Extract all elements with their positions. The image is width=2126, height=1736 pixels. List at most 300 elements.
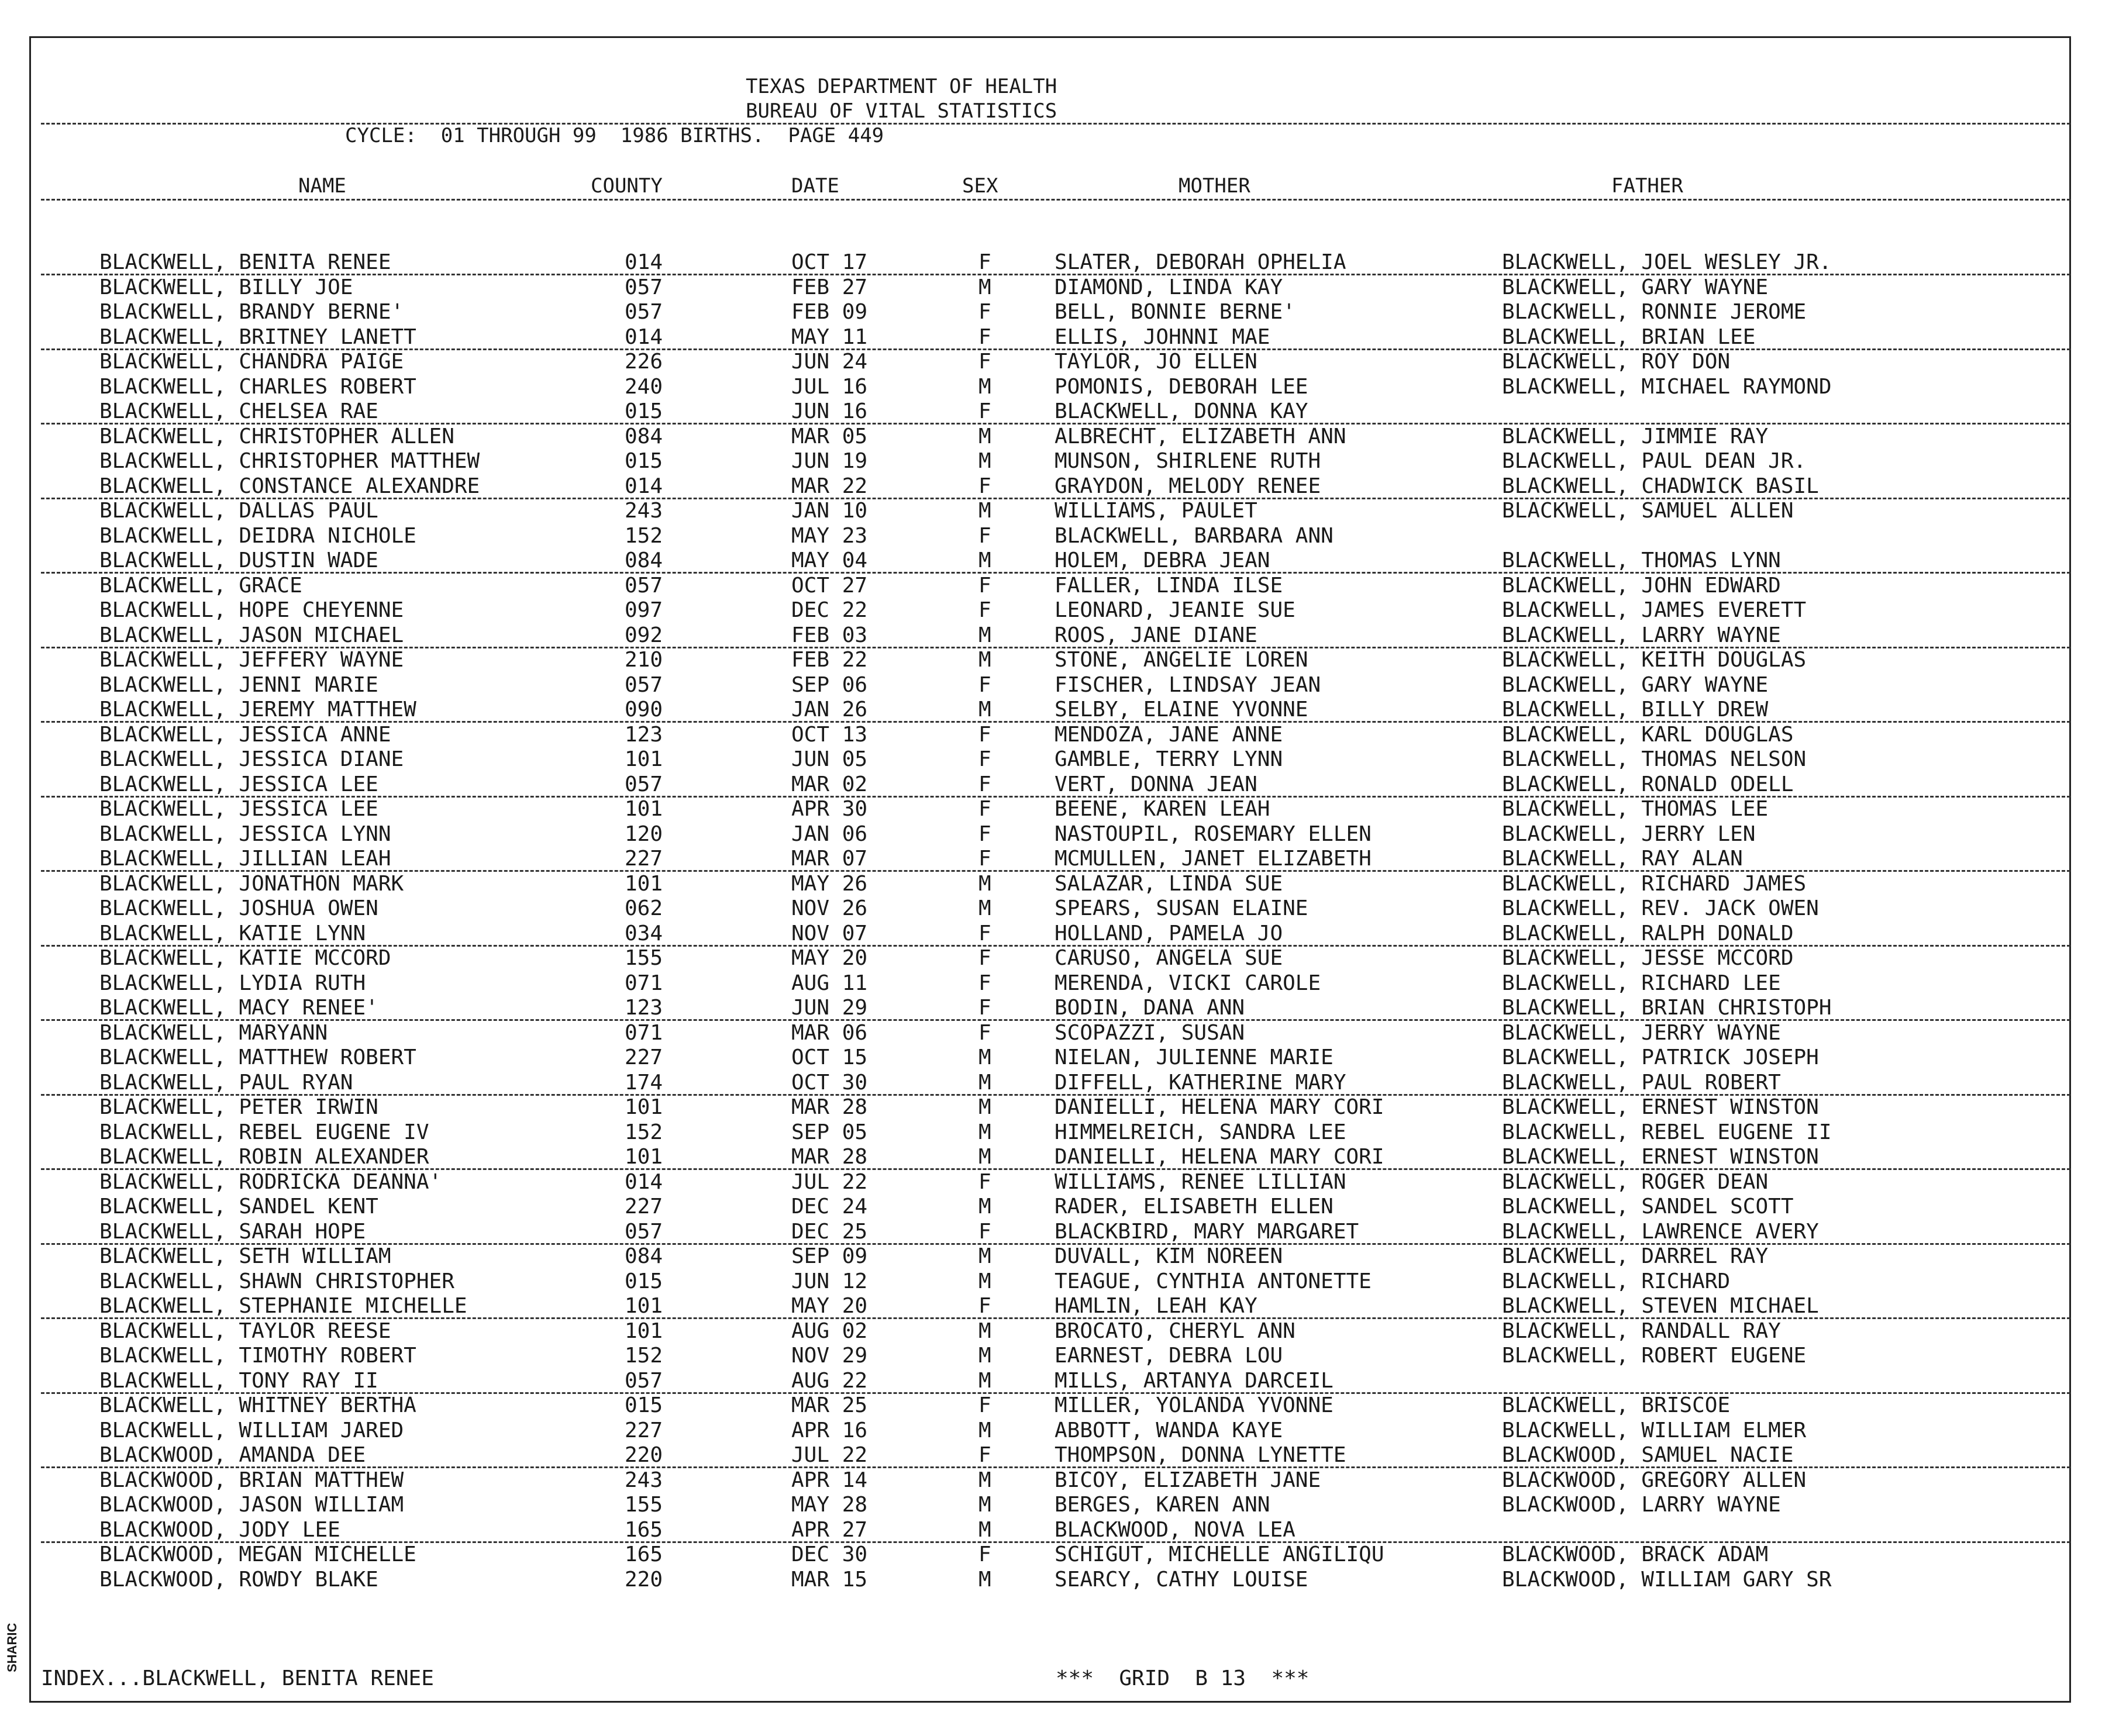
- cell-county: 015: [625, 399, 663, 423]
- cell-name: BLACKWOOD, MEGAN MICHELLE: [99, 1542, 416, 1566]
- cell-father: BLACKWOOD, LARRY WAYNE: [1502, 1493, 1781, 1517]
- cell-father: BLACKWELL, LAWRENCE AVERY: [1502, 1219, 1819, 1244]
- cell-name: BLACKWELL, BILLY JOE: [99, 275, 353, 299]
- cell-date: NOV 29: [791, 1344, 868, 1368]
- cell-father: BLACKWELL, RALPH DONALD: [1502, 921, 1794, 945]
- cell-name: BLACKWELL, WILLIAM JARED: [99, 1418, 404, 1442]
- cell-sex: M: [978, 1120, 991, 1144]
- cell-sex: M: [978, 424, 991, 448]
- cell-father: BLACKWELL, SANDEL SCOTT: [1502, 1195, 1794, 1219]
- cell-date: MAY 20: [791, 946, 868, 970]
- table-row: [0, 648, 2126, 672]
- cell-name: BLACKWELL, JESSICA DIANE: [99, 747, 404, 771]
- cell-mother: HOLLAND, PAMELA JO: [1055, 921, 1283, 945]
- cell-father: BLACKWELL, JOEL WESLEY JR.: [1502, 250, 1832, 274]
- cell-father: BLACKWELL, ERNEST WINSTON: [1502, 1095, 1819, 1119]
- cell-date: APR 30: [791, 797, 868, 821]
- cell-mother: DANIELLI, HELENA MARY CORI: [1055, 1095, 1384, 1119]
- cell-mother: MILLER, YOLANDA YVONNE: [1055, 1393, 1334, 1417]
- cell-mother: EARNEST, DEBRA LOU: [1055, 1344, 1283, 1368]
- cell-mother: BLACKWELL, DONNA KAY: [1055, 399, 1308, 423]
- cell-name: BLACKWELL, SANDEL KENT: [99, 1195, 378, 1219]
- cell-father: BLACKWOOD, GREGORY ALLEN: [1502, 1468, 1807, 1492]
- cell-sex: F: [978, 822, 991, 846]
- cell-name: BLACKWELL, CHANDRA PAIGE: [99, 350, 404, 374]
- cell-name: BLACKWELL, GRACE: [99, 573, 302, 598]
- cell-sex: F: [978, 847, 991, 871]
- cell-county: 090: [625, 698, 663, 722]
- cell-date: DEC 24: [791, 1195, 868, 1219]
- cell-mother: ALBRECHT, ELIZABETH ANN: [1055, 424, 1346, 448]
- cell-sex: F: [978, 921, 991, 945]
- table-row: [0, 623, 2126, 648]
- table-row: [0, 1145, 2126, 1169]
- cell-date: FEB 22: [791, 648, 868, 672]
- cell-father: BLACKWELL, LARRY WAYNE: [1502, 623, 1781, 647]
- cell-sex: F: [978, 1443, 991, 1467]
- cell-sex: F: [978, 1169, 991, 1194]
- cell-father: BLACKWELL, JERRY WAYNE: [1502, 1020, 1781, 1045]
- cell-date: MAR 15: [791, 1567, 868, 1592]
- cell-county: 034: [625, 921, 663, 945]
- table-row: [0, 424, 2126, 449]
- cell-date: FEB 27: [791, 275, 868, 299]
- cell-father: BLACKWELL, JIMMIE RAY: [1502, 424, 1769, 448]
- cell-name: BLACKWELL, KATIE MCCORD: [99, 946, 391, 970]
- cell-name: BLACKWOOD, JASON WILLIAM: [99, 1493, 404, 1517]
- cell-county: 057: [625, 1368, 663, 1393]
- table-row: [0, 1443, 2126, 1468]
- cell-county: 240: [625, 374, 663, 399]
- cell-county: 057: [625, 1219, 663, 1244]
- cell-sex: M: [978, 1244, 991, 1268]
- cell-county: 165: [625, 1517, 663, 1542]
- cell-mother: BODIN, DANA ANN: [1055, 996, 1245, 1020]
- cell-father: BLACKWELL, BILLY DREW: [1502, 698, 1769, 722]
- cell-county: 174: [625, 1070, 663, 1095]
- table-row: [0, 747, 2126, 772]
- cell-father: BLACKWELL, ERNEST WINSTON: [1502, 1145, 1819, 1169]
- column-header-county: COUNTY: [591, 174, 663, 198]
- cell-date: AUG 02: [791, 1319, 868, 1343]
- table-row: [0, 574, 2126, 598]
- cell-sex: M: [978, 1145, 991, 1169]
- cell-father: BLACKWELL, RICHARD LEE: [1502, 971, 1781, 995]
- side-label: SHARIC: [5, 1623, 19, 1672]
- cell-mother: BERGES, KAREN ANN: [1055, 1493, 1270, 1517]
- cell-father: BLACKWELL, THOMAS LEE: [1502, 797, 1769, 821]
- cell-name: BLACKWELL, REBEL EUGENE IV: [99, 1120, 429, 1144]
- cell-mother: TEAGUE, CYNTHIA ANTONETTE: [1055, 1269, 1372, 1293]
- cell-county: 101: [625, 1095, 663, 1119]
- cell-date: SEP 06: [791, 672, 868, 697]
- cell-father: BLACKWELL, JERRY LEN: [1502, 822, 1756, 846]
- cell-sex: F: [978, 300, 991, 324]
- cell-date: MAR 07: [791, 847, 868, 871]
- table-row: [0, 250, 2126, 275]
- cell-name: BLACKWELL, MARYANN: [99, 1020, 328, 1045]
- cell-father: BLACKWELL, KARL DOUGLAS: [1502, 722, 1794, 747]
- cell-father: BLACKWELL, BRIAN CHRISTOPH: [1502, 996, 1832, 1020]
- cell-sex: F: [978, 250, 991, 274]
- table-row: [0, 1244, 2126, 1269]
- cell-name: BLACKWELL, SHAWN CHRISTOPHER: [99, 1269, 454, 1293]
- cell-date: MAR 28: [791, 1145, 868, 1169]
- cell-mother: THOMPSON, DONNA LYNETTE: [1055, 1443, 1346, 1467]
- cell-name: BLACKWELL, CHRISTOPHER MATTHEW: [99, 449, 480, 473]
- cell-date: SEP 05: [791, 1120, 868, 1144]
- cell-mother: BICOY, ELIZABETH JANE: [1055, 1468, 1321, 1492]
- cell-county: 015: [625, 1393, 663, 1417]
- table-row: [0, 275, 2126, 300]
- cell-sex: F: [978, 523, 991, 548]
- cell-county: 227: [625, 847, 663, 871]
- cell-sex: F: [978, 946, 991, 970]
- cell-date: MAR 05: [791, 424, 868, 448]
- cell-date: JUN 12: [791, 1269, 868, 1293]
- header-subtitle: BUREAU OF VITAL STATISTICS: [746, 99, 1057, 123]
- table-row: [0, 399, 2126, 424]
- table-row: [0, 598, 2126, 623]
- cell-name: BLACKWELL, BRITNEY LANETT: [99, 325, 416, 349]
- cell-date: MAR 25: [791, 1393, 868, 1417]
- table-row: [0, 723, 2126, 747]
- cell-county: 014: [625, 474, 663, 498]
- cell-county: 210: [625, 648, 663, 672]
- cell-date: OCT 13: [791, 722, 868, 747]
- table-row: [0, 1568, 2126, 1592]
- table-row: [0, 872, 2126, 896]
- cell-father: BLACKWELL, RANDALL RAY: [1502, 1319, 1781, 1343]
- cell-sex: F: [978, 1393, 991, 1417]
- cell-county: 015: [625, 1269, 663, 1293]
- cell-date: JUN 24: [791, 350, 868, 374]
- cell-father: BLACKWELL, RAY ALAN: [1502, 847, 1743, 871]
- cell-mother: ROOS, JANE DIANE: [1055, 623, 1257, 647]
- cell-sex: F: [978, 1542, 991, 1566]
- table-row: [0, 524, 2126, 548]
- cell-mother: DIFFELL, KATHERINE MARY: [1055, 1070, 1346, 1095]
- table-row: [0, 1419, 2126, 1443]
- cell-mother: WILLIAMS, PAULET: [1055, 499, 1257, 523]
- cell-mother: BELL, BONNIE BERNE': [1055, 300, 1295, 324]
- cell-mother: MERENDA, VICKI CAROLE: [1055, 971, 1321, 995]
- cell-mother: SEARCY, CATHY LOUISE: [1055, 1567, 1308, 1592]
- cell-sex: F: [978, 350, 991, 374]
- cell-sex: F: [978, 747, 991, 771]
- cell-county: 152: [625, 523, 663, 548]
- cell-sex: M: [978, 1195, 991, 1219]
- table-row: [0, 797, 2126, 822]
- cell-father: BLACKWOOD, WILLIAM GARY SR: [1502, 1567, 1832, 1592]
- cell-sex: M: [978, 499, 991, 523]
- cell-name: BLACKWELL, STEPHANIE MICHELLE: [99, 1294, 467, 1318]
- cell-mother: NIELAN, JULIENNE MARIE: [1055, 1045, 1334, 1069]
- cell-sex: F: [978, 325, 991, 349]
- table-row: [0, 996, 2126, 1020]
- cell-mother: NASTOUPIL, ROSEMARY ELLEN: [1055, 822, 1372, 846]
- cell-name: BLACKWELL, ROBIN ALEXANDER: [99, 1145, 429, 1169]
- cell-name: BLACKWELL, PAUL RYAN: [99, 1070, 353, 1095]
- cell-county: 120: [625, 822, 663, 846]
- cell-sex: F: [978, 573, 991, 598]
- cell-name: BLACKWELL, JEREMY MATTHEW: [99, 698, 416, 722]
- cell-date: NOV 26: [791, 896, 868, 920]
- cell-name: BLACKWELL, JESSICA LEE: [99, 772, 378, 796]
- table-row: [0, 922, 2126, 946]
- cell-name: BLACKWELL, JESSICA LYNN: [99, 822, 391, 846]
- cell-date: MAY 11: [791, 325, 868, 349]
- cell-mother: GAMBLE, TERRY LYNN: [1055, 747, 1283, 771]
- cell-sex: M: [978, 871, 991, 896]
- cell-sex: F: [978, 1219, 991, 1244]
- cell-mother: BROCATO, CHERYL ANN: [1055, 1319, 1295, 1343]
- cell-mother: MUNSON, SHIRLENE RUTH: [1055, 449, 1321, 473]
- cell-name: BLACKWELL, MACY RENEE': [99, 996, 378, 1020]
- cell-father: BLACKWOOD, BRACK ADAM: [1502, 1542, 1769, 1566]
- cell-name: BLACKWELL, SETH WILLIAM: [99, 1244, 391, 1268]
- cell-sex: M: [978, 648, 991, 672]
- cell-date: MAY 26: [791, 871, 868, 896]
- cell-mother: GRAYDON, MELODY RENEE: [1055, 474, 1321, 498]
- table-row: [0, 1518, 2126, 1542]
- index-footer: INDEX...BLACKWELL, BENITA RENEE: [41, 1666, 434, 1690]
- cell-date: AUG 11: [791, 971, 868, 995]
- cell-county: 014: [625, 250, 663, 274]
- cell-sex: M: [978, 623, 991, 647]
- cell-sex: M: [978, 698, 991, 722]
- table-row: [0, 1021, 2126, 1045]
- table-row: [0, 350, 2126, 374]
- cell-father: BLACKWELL, JESSE MCCORD: [1502, 946, 1794, 970]
- cell-county: 226: [625, 350, 663, 374]
- cell-name: BLACKWELL, LYDIA RUTH: [99, 971, 366, 995]
- column-header-name: NAME: [298, 174, 346, 198]
- cell-mother: FISCHER, LINDSAY JEAN: [1055, 672, 1321, 697]
- table-row: [0, 1393, 2126, 1418]
- table-row: [0, 1269, 2126, 1294]
- table-row: [0, 1319, 2126, 1344]
- cell-county: 071: [625, 971, 663, 995]
- cell-county: 155: [625, 1493, 663, 1517]
- cell-county: 092: [625, 623, 663, 647]
- cell-name: BLACKWELL, BRANDY BERNE': [99, 300, 404, 324]
- cell-county: 071: [625, 1020, 663, 1045]
- table-row: [0, 1071, 2126, 1095]
- cell-date: FEB 03: [791, 623, 868, 647]
- cell-father: BLACKWELL, STEVEN MICHAEL: [1502, 1294, 1819, 1318]
- cell-date: OCT 27: [791, 573, 868, 598]
- cell-mother: ELLIS, JOHNNI MAE: [1055, 325, 1270, 349]
- cell-date: JAN 26: [791, 698, 868, 722]
- table-row: [0, 1045, 2126, 1070]
- cell-name: BLACKWELL, DUSTIN WADE: [99, 548, 378, 572]
- cell-date: DEC 22: [791, 598, 868, 622]
- cell-county: 057: [625, 275, 663, 299]
- cell-mother: DANIELLI, HELENA MARY CORI: [1055, 1145, 1384, 1169]
- cell-name: BLACKWOOD, AMANDA DEE: [99, 1443, 366, 1467]
- cell-mother: BEENE, KAREN LEAH: [1055, 797, 1270, 821]
- cell-name: BLACKWELL, SARAH HOPE: [99, 1219, 366, 1244]
- cell-county: 057: [625, 573, 663, 598]
- table-row: [0, 300, 2126, 325]
- cell-name: BLACKWELL, KATIE LYNN: [99, 921, 366, 945]
- cell-date: JAN 10: [791, 499, 868, 523]
- table-row: [0, 474, 2126, 499]
- cell-mother: POMONIS, DEBORAH LEE: [1055, 374, 1308, 399]
- cell-father: BLACKWELL, WILLIAM ELMER: [1502, 1418, 1807, 1442]
- grid-footer: *** GRID B 13 ***: [1056, 1666, 1310, 1690]
- cell-county: 057: [625, 672, 663, 697]
- cell-date: APR 16: [791, 1418, 868, 1442]
- table-row: [0, 548, 2126, 573]
- cell-date: MAR 02: [791, 772, 868, 796]
- cell-county: 243: [625, 499, 663, 523]
- cell-date: JUN 29: [791, 996, 868, 1020]
- cell-date: OCT 15: [791, 1045, 868, 1069]
- cell-date: DEC 30: [791, 1542, 868, 1566]
- cell-sex: F: [978, 797, 991, 821]
- cell-father: BLACKWELL, THOMAS LYNN: [1502, 548, 1781, 572]
- table-row: [0, 325, 2126, 350]
- cell-father: BLACKWELL, KEITH DOUGLAS: [1502, 648, 1807, 672]
- table-row: [0, 1095, 2126, 1120]
- cell-mother: VERT, DONNA JEAN: [1055, 772, 1257, 796]
- cell-name: BLACKWELL, BENITA RENEE: [99, 250, 391, 274]
- cell-sex: M: [978, 1344, 991, 1368]
- cell-mother: SELBY, ELAINE YVONNE: [1055, 698, 1308, 722]
- cell-name: BLACKWELL, RODRICKA DEANNA': [99, 1169, 442, 1194]
- cell-county: 152: [625, 1120, 663, 1144]
- cell-date: JAN 06: [791, 822, 868, 846]
- table-row: [0, 896, 2126, 921]
- cell-mother: WILLIAMS, RENEE LILLIAN: [1055, 1169, 1346, 1194]
- cell-mother: SCHIGUT, MICHELLE ANGILIQU: [1055, 1542, 1384, 1566]
- cell-county: 227: [625, 1418, 663, 1442]
- cell-sex: F: [978, 996, 991, 1020]
- table-row: [0, 1493, 2126, 1517]
- cell-name: BLACKWELL, CHELSEA RAE: [99, 399, 378, 423]
- cell-name: BLACKWELL, JESSICA ANNE: [99, 722, 391, 747]
- cell-county: 057: [625, 300, 663, 324]
- cell-county: 227: [625, 1045, 663, 1069]
- cell-county: 227: [625, 1195, 663, 1219]
- cycle-line: CYCLE: 01 THROUGH 99 1986 BIRTHS. PAGE 449: [345, 124, 884, 147]
- cell-date: FEB 09: [791, 300, 868, 324]
- cell-name: BLACKWOOD, ROWDY BLAKE: [99, 1567, 378, 1592]
- cell-father: BLACKWELL, MICHAEL RAYMOND: [1502, 374, 1832, 399]
- cell-mother: HAMLIN, LEAH KAY: [1055, 1294, 1257, 1318]
- cell-county: 097: [625, 598, 663, 622]
- cell-father: BLACKWELL, ROY DON: [1502, 350, 1731, 374]
- cell-date: JUN 16: [791, 399, 868, 423]
- cell-name: BLACKWELL, CONSTANCE ALEXANDRE: [99, 474, 480, 498]
- cell-father: BLACKWELL, CHADWICK BASIL: [1502, 474, 1819, 498]
- cell-sex: M: [978, 1468, 991, 1492]
- cell-mother: MILLS, ARTANYA DARCEIL: [1055, 1368, 1334, 1393]
- table-row: [0, 1120, 2126, 1145]
- cell-father: BLACKWELL, RICHARD: [1502, 1269, 1731, 1293]
- cell-date: MAY 04: [791, 548, 868, 572]
- cell-name: BLACKWELL, PETER IRWIN: [99, 1095, 378, 1119]
- cell-sex: M: [978, 896, 991, 920]
- cell-sex: M: [978, 449, 991, 473]
- table-row: [0, 449, 2126, 474]
- cell-mother: STONE, ANGELIE LOREN: [1055, 648, 1308, 672]
- cell-name: BLACKWELL, CHRISTOPHER ALLEN: [99, 424, 454, 448]
- cell-county: 101: [625, 1319, 663, 1343]
- cell-sex: F: [978, 1020, 991, 1045]
- cell-mother: SALAZAR, LINDA SUE: [1055, 871, 1283, 896]
- table-row: [0, 1294, 2126, 1319]
- cell-sex: M: [978, 1045, 991, 1069]
- cell-date: MAR 28: [791, 1095, 868, 1119]
- cell-name: BLACKWELL, JENNI MARIE: [99, 672, 378, 697]
- cell-mother: BLACKWELL, BARBARA ANN: [1055, 523, 1334, 548]
- cell-mother: HOLEM, DEBRA JEAN: [1055, 548, 1270, 572]
- cell-county: 057: [625, 772, 663, 796]
- cell-name: BLACKWELL, WHITNEY BERTHA: [99, 1393, 416, 1417]
- cell-date: AUG 22: [791, 1368, 868, 1393]
- cell-county: 243: [625, 1468, 663, 1492]
- cell-date: OCT 30: [791, 1070, 868, 1095]
- cell-mother: FALLER, LINDA ILSE: [1055, 573, 1283, 598]
- cell-sex: M: [978, 1567, 991, 1592]
- cell-sex: M: [978, 1095, 991, 1119]
- cell-county: 220: [625, 1567, 663, 1592]
- table-row: [0, 1170, 2126, 1195]
- table-row: [0, 1542, 2126, 1567]
- cell-father: BLACKWELL, DARREL RAY: [1502, 1244, 1769, 1268]
- cell-sex: F: [978, 1294, 991, 1318]
- cell-father: BLACKWELL, GARY WAYNE: [1502, 672, 1769, 697]
- cell-father: BLACKWELL, PAUL DEAN JR.: [1502, 449, 1807, 473]
- cell-name: BLACKWELL, TONY RAY II: [99, 1368, 378, 1393]
- cell-name: BLACKWELL, DALLAS PAUL: [99, 499, 378, 523]
- cell-sex: F: [978, 971, 991, 995]
- cell-mother: RADER, ELISABETH ELLEN: [1055, 1195, 1334, 1219]
- cell-mother: DIAMOND, LINDA KAY: [1055, 275, 1283, 299]
- cell-sex: M: [978, 1493, 991, 1517]
- cell-date: SEP 09: [791, 1244, 868, 1268]
- cell-county: 084: [625, 424, 663, 448]
- cell-date: JUL 16: [791, 374, 868, 399]
- cell-name: BLACKWELL, JEFFERY WAYNE: [99, 648, 404, 672]
- cell-county: 101: [625, 797, 663, 821]
- cell-date: OCT 17: [791, 250, 868, 274]
- cell-mother: MCMULLEN, JANET ELIZABETH: [1055, 847, 1372, 871]
- cell-date: MAR 06: [791, 1020, 868, 1045]
- cell-sex: M: [978, 1368, 991, 1393]
- cell-date: JUL 22: [791, 1169, 868, 1194]
- cell-date: JUN 19: [791, 449, 868, 473]
- column-header-sex: SEX: [962, 174, 998, 198]
- cell-sex: F: [978, 399, 991, 423]
- table-row: [0, 698, 2126, 722]
- cell-father: BLACKWELL, BRIAN LEE: [1502, 325, 1756, 349]
- table-row: [0, 1468, 2126, 1493]
- cell-father: BLACKWELL, PATRICK JOSEPH: [1502, 1045, 1819, 1069]
- table-row: [0, 1369, 2126, 1393]
- cell-date: DEC 25: [791, 1219, 868, 1244]
- cell-date: APR 14: [791, 1468, 868, 1492]
- table-row: [0, 1220, 2126, 1244]
- cell-county: 152: [625, 1344, 663, 1368]
- cell-father: BLACKWELL, REBEL EUGENE II: [1502, 1120, 1832, 1144]
- cell-sex: M: [978, 1319, 991, 1343]
- cell-father: BLACKWOOD, SAMUEL NACIE: [1502, 1443, 1794, 1467]
- cell-mother: BLACKBIRD, MARY MARGARET: [1055, 1219, 1359, 1244]
